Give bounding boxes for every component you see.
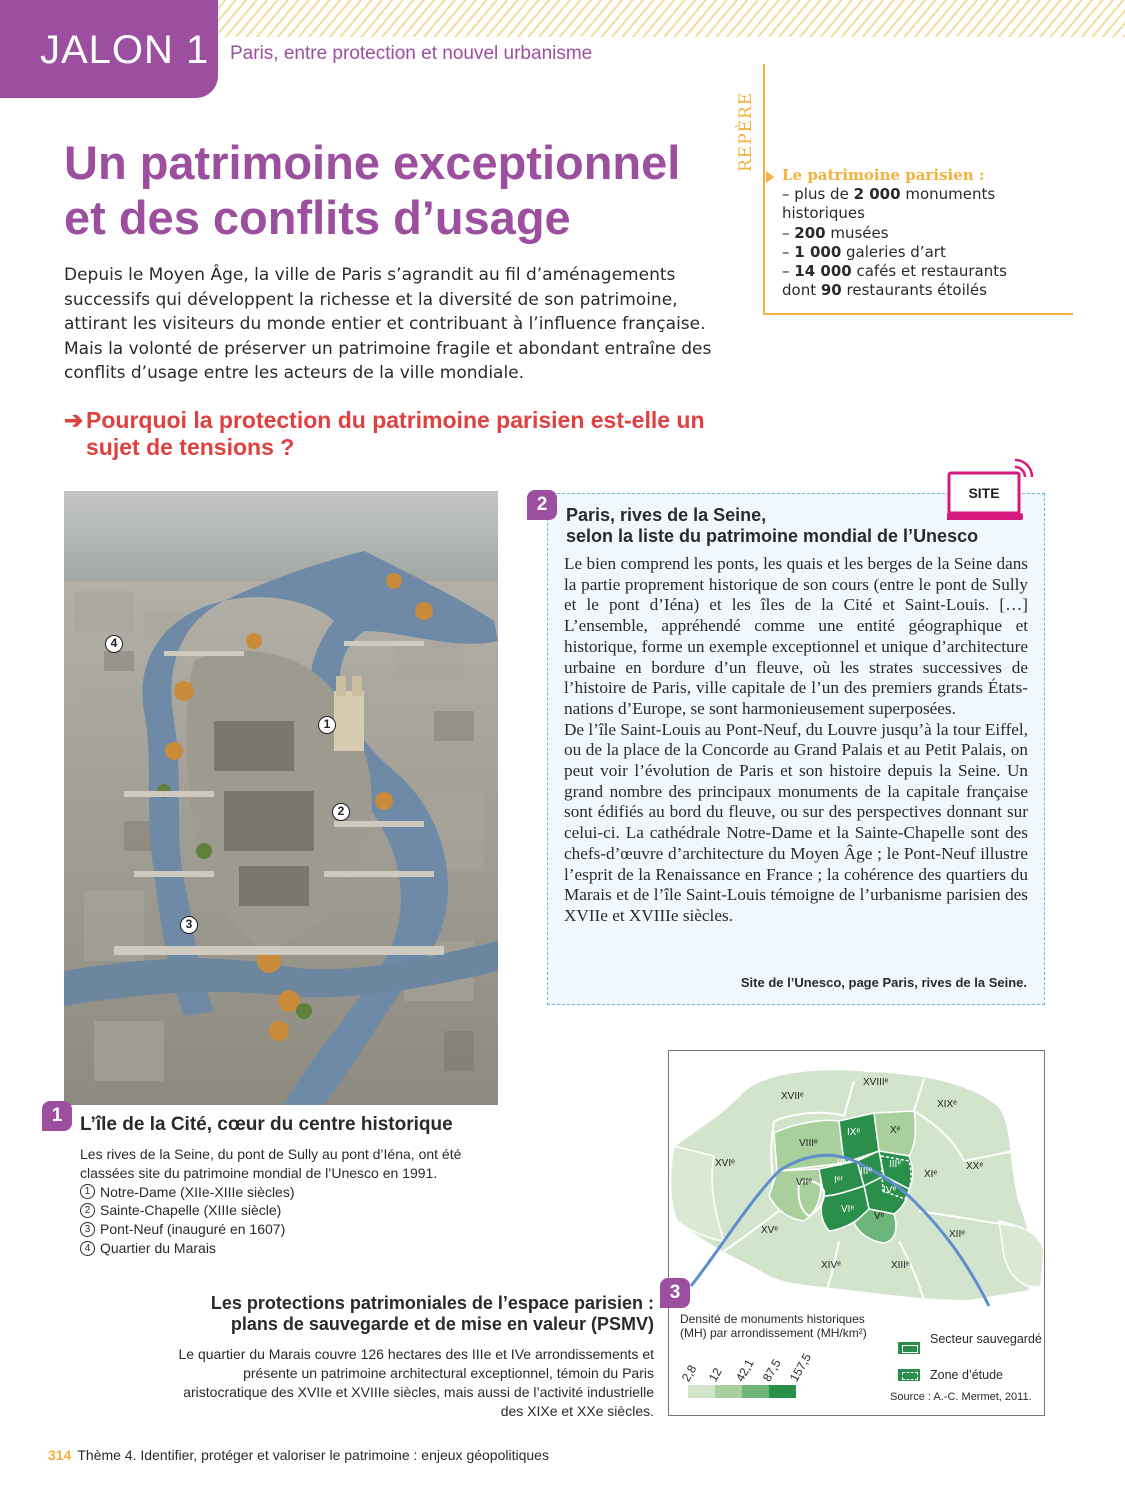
repere-item-number: 2 000 — [853, 185, 901, 204]
repere-item-suffix: cafés et restaurants — [851, 262, 1007, 281]
doc1-caption — [80, 1145, 500, 1258]
doc1-caption-text: Les rives de la Seine, du pont de Sully au pont d’Iéna, ont été classées site du patrimoine mondial de l’Unesco en 1991. — [80, 1146, 462, 1181]
map-legend-ticks — [678, 1350, 833, 1384]
doc-number-badge-2: 2 — [527, 490, 557, 520]
legend-scale-swatch — [769, 1385, 796, 1398]
repere-list — [782, 185, 1067, 300]
repere-item-suffix: galeries d’art — [841, 242, 946, 261]
photo-marker-1: 1 — [318, 716, 336, 734]
circled-number-icon: 1 — [80, 1184, 95, 1199]
legend-scale-tick: 157,5 — [786, 1350, 815, 1384]
photo-marker-2: 2 — [332, 803, 350, 821]
footer-theme: Thème 4. Identifier, protéger et valoriser le patrimoine : enjeux géopolitiques — [77, 1447, 549, 1463]
svg-text:XIIᵉ: XIIᵉ — [949, 1229, 965, 1240]
doc-number-badge-1: 1 — [42, 1101, 72, 1131]
doc1-title: L’île de la Cité, cœur du centre historique — [80, 1114, 453, 1135]
page-number: 314 — [48, 1447, 72, 1463]
repere-box — [782, 166, 1067, 300]
legend-scale-swatch — [715, 1385, 742, 1398]
repere-item-number: 200 — [794, 223, 826, 242]
doc1-legend-item — [80, 1201, 500, 1220]
legend-scale-tick: 12 — [705, 1365, 725, 1384]
legend-scale-swatch — [688, 1385, 715, 1398]
doc1-legend-label: Quartier du Marais — [100, 1239, 216, 1256]
svg-text:XIXᵉ: XIXᵉ — [937, 1099, 957, 1110]
svg-text:XVIIIᵉ: XVIIIᵉ — [863, 1077, 889, 1088]
problem-question-text: Pourquoi la protection du patrimoine parisien est-elle un sujet de tensions ? — [86, 407, 705, 460]
doc2-title — [566, 505, 1036, 547]
jalon-label: JALON 1 — [40, 28, 210, 72]
page-footer — [48, 1447, 549, 1463]
jalon-subtitle: Paris, entre protection et nouvel urbanisme — [230, 43, 593, 64]
page-title — [64, 135, 744, 245]
doc2-text — [564, 554, 1028, 927]
page-title-line1: Un patrimoine exceptionnel — [64, 136, 681, 189]
doc2-title-line2: selon la liste du patrimoine mondial de l’Unesco — [566, 526, 979, 546]
header-hatch — [215, 0, 1125, 37]
doc1-legend-item — [80, 1239, 500, 1258]
map-legend-title: Densité de monuments historiques (MH) par arrondissement (MH/km²) — [680, 1312, 867, 1340]
repere-item — [782, 281, 1067, 300]
doc3-text: Le quartier du Marais couvre 126 hectares des IIIe et IVe arrondissements et présente un patrimoine architectural exceptionnel, témoin du Paris aristocratique des XVIIe et XVIIIe siècles, mais aussi de l’activité industrielle des XIXe et XXe siècles. — [178, 1346, 654, 1419]
doc2-source: Site de l’Unesco, page Paris, rives de la Seine. — [740, 975, 1027, 990]
repere-item-prefix: – plus de — [782, 185, 854, 204]
repere-label: REPÈRE — [736, 91, 756, 172]
svg-text:XIᵉ: XIᵉ — [924, 1169, 938, 1180]
svg-text:VIIᵉ: VIIᵉ — [796, 1177, 812, 1188]
svg-text:IIᵉ: IIᵉ — [837, 1158, 847, 1169]
svg-text:Iᵉʳ: Iᵉʳ — [834, 1175, 843, 1186]
repere-item-number: 14 000 — [794, 262, 852, 281]
legend-swatch-secteur — [898, 1342, 920, 1354]
svg-text:XXᵉ: XXᵉ — [966, 1161, 984, 1172]
legend-scale-tick: 2,8 — [678, 1362, 700, 1384]
repere-item — [782, 262, 1067, 281]
repere-item-prefix: – — [782, 223, 795, 242]
repere-item-suffix: musées — [825, 223, 889, 242]
legend-zone-etude: Zone d’étude — [930, 1368, 1003, 1382]
legend-scale-swatch — [742, 1385, 769, 1398]
svg-text:XIVᵉ: XIVᵉ — [821, 1260, 841, 1271]
problem-question — [64, 407, 764, 461]
doc2-paragraph-1: Le bien comprend les ponts, les quais et les berges de la Seine dans la partie proprement historique de son cours (entre le pont de Sully et le pont d’Iéna) et les îles de la Cité et Saint-Louis. […] L’ensemble, appréhendé comme une entité géographique et historique, forme un exemple exceptionnel et unique d’architecture urbaine en bordure d’un fleuve, où les strates successives de l’histoire de Paris, ville capitale de l’un des premiers grands États-nations d’Europe, se sont harmonieusement superposées. — [564, 554, 1028, 718]
repere-item — [782, 243, 1067, 262]
map-source: Source : A.-C. Mermet, 2011. — [890, 1391, 1032, 1403]
doc1-legend-list — [80, 1183, 500, 1258]
doc2-title-line1: Paris, rives de la Seine, — [566, 505, 767, 525]
legend-secteur-sauvegarde: Secteur sauvegardé — [930, 1332, 1042, 1346]
photo-marker-4: 4 — [105, 635, 123, 653]
svg-text:XIIIᵉ: XIIIᵉ — [891, 1260, 910, 1271]
photo-marker-3: 3 — [180, 916, 198, 934]
svg-text:IVᵉ: IVᵉ — [883, 1185, 897, 1196]
doc3-title-line2: plans de sauvegarde et de mise en valeur (PSMV) — [230, 1314, 654, 1334]
map-legend-scale — [688, 1385, 796, 1398]
doc2-paragraph-2: De l’île Saint-Louis au Pont-Neuf, du Louvre jusqu’à la tour Eiffel, ou de la place de la Concorde au Grand Palais et au Petit Palais, on peut voir l’évolution de Paris et son histoire depuis la Seine. Un grand nombre des principaux monuments de la capitale française sont édifiés au bord du fleuve, ou sur des perspectives donnant sur celui-ci. La cathédrale Notre-Dame et la Sainte-Chapelle sont des chefs-d’œuvre d’architecture du Moyen Âge ; le Pont-Neuf illustre l’esprit de la Renaissance en France ; la cohérence des quartiers du Marais et de l’île Saint-Louis témoigne de l’urbanisme parisien des XVIIe et XVIIIe siècles. — [564, 719, 1028, 925]
legend-scale-tick: 42,1 — [732, 1356, 757, 1384]
svg-text:VIᵉ: VIᵉ — [841, 1204, 855, 1215]
repere-item — [782, 224, 1067, 243]
doc-number-badge-3: 3 — [660, 1278, 690, 1308]
page-title-line2: et des conflits d’usage — [64, 191, 571, 244]
repere-item-number: 90 — [820, 281, 842, 300]
svg-text:Vᵉ: Vᵉ — [874, 1211, 885, 1222]
repere-item-prefix: dont — [782, 281, 821, 300]
legend-scale-tick: 87,5 — [759, 1356, 784, 1384]
svg-text:IIIᵉ: IIIᵉ — [860, 1166, 873, 1177]
repere-item-suffix: restaurants étoilés — [841, 281, 987, 300]
doc1-legend-item — [80, 1183, 500, 1202]
repere-item-prefix: – — [782, 262, 795, 281]
svg-text:XVᵉ: XVᵉ — [761, 1225, 779, 1236]
repere-heading: Le patrimoine parisien : — [782, 166, 985, 184]
aerial-photo-ile-de-la-cite — [64, 491, 498, 1105]
doc1-legend-label: Sainte-Chapelle (XIIIe siècle) — [100, 1202, 282, 1219]
doc1-legend-label: Pont-Neuf (inauguré en 1607) — [100, 1221, 286, 1238]
repere-item-suffix: monuments historiques — [782, 185, 996, 223]
circled-number-icon: 4 — [80, 1241, 95, 1256]
svg-text:VIIIᵉ: VIIIᵉ — [799, 1138, 818, 1149]
svg-text:XVIᵉ: XVIᵉ — [715, 1158, 735, 1169]
doc3-title-line1: Les protections patrimoniales de l’espace parisien : — [210, 1293, 654, 1313]
repere-border-horizontal — [763, 313, 1073, 315]
svg-text:IIIᵉ: IIIᵉ — [889, 1159, 902, 1170]
repere-item — [782, 185, 1067, 223]
doc1-legend-item — [80, 1220, 500, 1239]
circled-number-icon: 3 — [80, 1222, 95, 1237]
svg-text:XVIIᵉ: XVIIᵉ — [781, 1091, 804, 1102]
arrow-icon: ➔ — [64, 407, 84, 433]
svg-text:Xᵉ: Xᵉ — [890, 1125, 901, 1136]
legend-swatch-zone — [898, 1369, 920, 1381]
doc3-title — [150, 1293, 654, 1335]
site-label: SITE — [968, 485, 1000, 501]
doc1-legend-label: Notre-Dame (XIIe-XIIIe siècles) — [100, 1183, 295, 1200]
repere-triangle-icon — [766, 171, 774, 183]
paris-arrondissements-map — [669, 1051, 1044, 1313]
circled-number-icon: 2 — [80, 1203, 95, 1218]
intro-paragraph: Depuis le Moyen Âge, la ville de Paris s’agrandit au fil d’aménagements successifs qui développent la richesse et la diversité de son patrimoine, attirant les visiteurs du monde entier et contribuant à l’influence française. Mais la volonté de préserver un patrimoine fragile et abondant entraîne des conflits d’usage entre les acteurs de la ville mondiale. — [64, 265, 712, 383]
repere-item-number: 1 000 — [794, 242, 842, 261]
map-label-ier: IXᵉ — [847, 1127, 861, 1138]
aerial-photo-illustration — [64, 491, 498, 1105]
repere-item-prefix: – — [782, 242, 795, 261]
